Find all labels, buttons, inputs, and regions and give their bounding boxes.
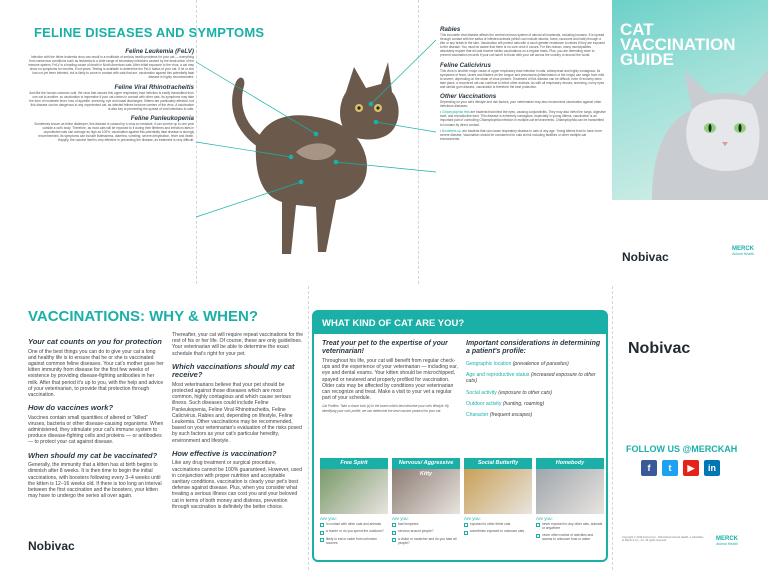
diseases-headline: FELINE DISEASES AND SYMPTOMS — [34, 25, 265, 40]
checkbox[interactable] — [536, 534, 540, 538]
cat-profile-heading: WHAT KIND OF CAT ARE YOU? — [314, 312, 606, 334]
disease-feline-calicivirus: Feline Calicivirus This virus is another major cause of upper respiratory tract infection in cats, widespread and highly contagious. Its symptoms of fever, ulcers and blisters on the tongue and pneumonia (inflammation of the lungs) can range from mild to severe, depending on the strain of virus present. Treatment of this disease can be difficult, even if recovery does take place, a recovered cat can continue to infect other animals. As with all respiratory viruses, sneezing, runny eyes and similar gum disease, vaccination is therefore the best protection. — [440, 61, 605, 89]
vet-expertise-section: Treat your pet to the expertise of your veterinarian! Throughout his life, your cat will benefit from regular check-ups and the experience of your veterinarian — including ear, eye and dental exams. Your kitten should be microchipped, spayed or neutered and properly profiled for vaccination. Older cats may be affected by conditions your veterinarian can recognize and treat. Make a visit to your vet a regular part of your schedule. Cat Profiles: Take a closer look (x) to the boxes which best describe your cat's lifestyle. By identifying your cat's profile, we can determine the best vaccine protocol for your cat. — [322, 340, 458, 413]
are-you-label: Are you: — [320, 516, 337, 521]
consideration-term: Geographic location — [466, 361, 512, 367]
checkbox[interactable] — [392, 531, 396, 535]
consideration-note: (exposure to other cats) — [498, 389, 553, 396]
facebook-icon[interactable]: f — [641, 460, 657, 476]
checkbox-label: bad tempered — [398, 522, 419, 526]
profile-checkbox-row[interactable] — [320, 523, 388, 527]
tile-name: Homebody — [536, 458, 604, 469]
cover-title: CAT VACCINATION GUIDE — [620, 20, 736, 69]
social-icons — [641, 460, 720, 476]
checkbox-label: a visitor or scratcher and do you hate all people? — [398, 536, 457, 545]
consideration-item — [466, 412, 604, 418]
checkbox[interactable] — [320, 538, 324, 542]
checkbox-label: sometimes exposed to unknown cats — [470, 529, 525, 534]
checkbox-label: exposed to other feline cats — [470, 522, 511, 526]
nobivac-logo: Nobivac — [622, 250, 669, 264]
cat-profile-tile — [464, 458, 532, 548]
fold-line — [612, 286, 613, 570]
tile-photo — [464, 469, 532, 514]
vaccinations-column-1: Your cat counts on you for protection One of the best things you can do to give your cat a long and healthy life is to ensure that he or she is vaccinated against common feline diseases. Your cat's mother gave her kitten immunity from disease for the first few weeks of existence by providing disease-fighting antibodies in her milk. After that period it's up to you, with the help and advice of your veterinarian, to provide that protection through vaccination. How do vaccines work? Vaccines contain small quantities of altered or "killed" viruses, bacteria or other disease-causing organisms. When administered, they stimulate your cat's immune system to produce disease-fighting cells and proteins — or antibodies — to protect your cat against disease. When should my cat be vaccinated? Generally, the immunity that a kitten has at birth begins to diminish after 8 weeks. It is then time to begin the initial vaccinations, with boosters following every 3–4 weeks until the kitten is 12–16 weeks old. If there is too long an interval between the first vaccination and the boosters, your kitten may have to undergo the series all over again. — [28, 337, 164, 500]
checkbox-label: never often routine of activities and access to unknown food or water — [542, 532, 594, 541]
diseases-right-column — [440, 22, 606, 141]
considerations-list — [466, 361, 604, 418]
checkbox[interactable] — [320, 531, 324, 535]
fold-line — [308, 286, 309, 570]
checkbox-label: nervous around people? — [398, 529, 434, 534]
kitten-photo — [196, 22, 436, 262]
cat-profile-tile — [320, 458, 388, 548]
consideration-note: (increased exposure to other cats) — [466, 372, 596, 385]
cat-profile-tile — [536, 458, 604, 548]
brochure-inside — [0, 286, 768, 570]
profile-checkbox-row[interactable] — [320, 538, 388, 546]
vaccinations-headline: VACCINATIONS: WHY & WHEN? — [28, 308, 258, 325]
checkbox-label: likely to eat or catch from unknown sources — [326, 536, 377, 545]
copyright-text: Copyright © 2019 Intervet Inc., d/b/a Merck Animal Health, a subsidiary of Merck & Co., Inc. All rights reserved. — [622, 536, 704, 543]
disease-feline-viral-rhinotracheitis: Feline Viral Rhinotracheitis Just like the human common cold, the virus that causes this upper respiratory tract infection is easily transmitted from one cat to another, so vaccination is imperative if your cat comes in contact with other cats. Its symptoms may take the form of moderate fever, loss of appetite, sneezing, eye and nasal discharges. Kittens are particularly affected, but this disease can be dangerous in any unprotected cat, as infected felines become carriers of the virus. A vaccination is also key to preventing the spread of viral infections to cats. — [28, 83, 194, 111]
tile-photo — [320, 469, 388, 514]
twitter-icon[interactable]: t — [662, 460, 678, 476]
checkbox-label: never exposed to any other cats, animals or anywhere — [542, 522, 603, 530]
consideration-item — [466, 361, 604, 367]
checkbox[interactable] — [320, 523, 324, 527]
tile-photo — [536, 469, 604, 514]
youtube-icon[interactable]: ▶ — [683, 460, 699, 476]
are-you-label: Are you: — [464, 516, 481, 521]
consideration-term: Outdoor activity — [466, 400, 502, 407]
checkbox-label: a hunter or do you spend the outdoors? — [326, 529, 384, 534]
consideration-note: (frequent escapes) — [489, 412, 533, 419]
consideration-item — [466, 401, 604, 407]
front-cover — [612, 0, 768, 284]
tile-name: Nervous/ Aggressive Kitty — [392, 458, 460, 469]
checkbox[interactable] — [464, 523, 468, 527]
profile-checkbox-row[interactable] — [536, 523, 604, 531]
are-you-label: Are you: — [536, 516, 553, 521]
profile-checkbox-row[interactable] — [464, 530, 532, 534]
consideration-term: Character — [466, 412, 489, 419]
are-you-label: Are you: — [392, 516, 409, 521]
consideration-note: (hunting, roaming) — [502, 400, 545, 407]
disease-rabies: Rabies This incurable viral disease affects the central nervous system of almost all mammals, including humans. It is spread through contact with the saliva of infected animals (which can include skunks, foxes, raccoons and bats) through a bite or any break in the skin. Vaccination will protect cats with a much greater resistance to rabies if they are exposed to the disease. You must be aware that there is no cure once it occurs. For this reason, many municipalities absolutely require that all cats receive rabies vaccinations on a regular basis. Plus, you are defending more to prevent vaccination records if your cat hasn't to those with your cat across the country or around the world. — [440, 26, 605, 58]
consideration-item — [466, 390, 604, 396]
considerations-section: Important considerations in determining a patient's profile: Geographic location (prevalence of parasites) Age and reproductive status (increased exposure to other cats) Social activity (exposure to other cats) Outdoor activity (hunting, roaming) Character (frequent escapes) — [466, 338, 604, 418]
other-item-bordetella: • Bordetella sp. are bacteria that can cause respiratory disease in cats of any age. Young kittens tend to have more severe disease. Vaccination should be considered for cats at risk including facilities or other multiple-cat environments. — [440, 128, 602, 141]
cat-profile-panel — [312, 310, 608, 562]
brochure-outside — [0, 0, 768, 284]
vaccinations-column-2: Thereafter, your cat will require repeat vaccinations for the rest of his or her life. Of course, these are only guidelines. Your veterinarian will be able to determine the exact schedule that's right for your pet. Which vaccinations should my cat receive? Most veterinarians believe that your pet should be protected against those diseases which are most common, highly contagious and which cause serious illness. Such diseases could include Feline Panleukopenia, Feline Viral Rhinotracheitis, Feline Calicivirus, Rabies and, depending on lifestyle, Feline Leukemia. Other vaccinations may be recommended, based on your veterinarian's evaluation of the risks posed by such factors as your cat's particular heredity, environment and lifestyle. How effective is vaccination? Like any drug treatment or surgical procedure, vaccinations cannot be 100% guaranteed. However, used in conjunction with proper nutrition and acceptable sanitary conditions, vaccination is clearly your pet's best defense against disease. Plus, when you consider what treating a serious illness can cost you and your beloved cat in terms of both money and distress, prevention through vaccination is definitely the better choice. — [172, 332, 304, 510]
nobivac-logo: Nobivac — [28, 539, 75, 553]
checkbox[interactable] — [392, 523, 396, 527]
profile-checkbox-row[interactable] — [392, 538, 460, 546]
tile-name: Free Spirit — [320, 458, 388, 469]
checkbox-label: in contact with other cats and animals — [326, 522, 381, 526]
checkbox[interactable] — [392, 538, 396, 542]
disease-feline-panleukopenia: Feline Panleukopenia Sometimes known as feline distemper, this disease is caused by a virus so resistant, it can survive up to one year outside a cat’s body. Therefore, as most cats will be exposed to it during their lifetimes and infection rates in unprotected cats can average as high as 100%, vaccination against this potentially fatal disease is strongly recommended. Its symptoms can include listlessness, diarrhea, vomiting, severe dehydration, fever and death. Happily, the vaccine itself is very effective in preventing the disease, as treatment is very difficult. — [34, 115, 194, 143]
cat-profile-tile — [392, 458, 460, 548]
profile-checkbox-row[interactable] — [320, 530, 388, 534]
checkbox[interactable] — [536, 523, 540, 527]
other-vaccinations: Other Vaccinations Depending on your cat's lifestyle and risk factors, your veterinarian may also recommend vaccination against other infectious diseases: • Chlamydophila felis are bacteria that infect the eyes, causing conjunctivitis. They may also infect the lungs, digestive tract, and reproductive tract. This disease is extremely contagious, especially in young kittens, vaccination is an important part of controlling Chlamydophila infection in multiple-cat environments. Chlamydophila can be transmitted to humans by direct contact. • Bordetella sp. are bacteria that can cause respiratory disease in cats of any age. Young kittens tend to have more severe disease. Vaccination should be considered for cats at risk including facilities or other multiple-cat environments. — [440, 93, 606, 141]
merck-logo: MERCK Animal Health — [732, 246, 754, 256]
profile-checkbox-row[interactable] — [464, 523, 532, 527]
tile-name: Social Butterfly — [464, 458, 532, 469]
profile-checkbox-row[interactable] — [392, 523, 460, 527]
cat-profile-tiles — [320, 458, 604, 548]
profile-checkbox-row[interactable] — [536, 534, 604, 542]
consideration-term: Social activity — [466, 389, 497, 396]
consideration-item — [466, 372, 604, 384]
follow-us-text: FOLLOW US @MERCKAH — [626, 444, 738, 454]
cover-cat-photo — [612, 0, 768, 200]
diseases-left-column — [28, 44, 194, 143]
disease-feline-leukemia: Feline Leukemia (FeLV) Infection with the feline leukemia virus can result in a multitude of serious health problems for your cat — everything from cancerous conditions such as leukemia to a wide range of secondary infections caused by the destruction of the immune system. FeLV is a leading cause of death in North American cats. After initial exposure to the virus, a cat may show no symptoms for months, if not years. Testing is available to determine the FeLV status of your cat. If he or she has not yet been infected, but is likely to come in contact with cats that are, vaccination against this potentially fatal disease is highly recommended. — [28, 48, 194, 80]
consideration-note: (prevalence of parasites) — [512, 361, 569, 367]
profile-checkbox-row[interactable] — [392, 530, 460, 534]
consideration-term: Age and reproductive status — [466, 372, 530, 379]
other-item-chlamydophila: • Chlamydophila felis are bacteria that infect the eyes, causing conjunctivitis. They may also infect the lungs, digestive tract, and reproductive tract. This disease is extremely contagious, especially in young kittens, vaccination is an important part of controlling Chlamydophila infection in multiple-cat environments. Chlamydophila can be transmitted to humans by direct contact. — [440, 110, 606, 127]
merck-logo: MERCK Animal Health — [716, 536, 738, 546]
checkbox[interactable] — [464, 531, 468, 535]
nobivac-logo: Nobivac — [628, 340, 691, 357]
linkedin-icon[interactable]: in — [704, 460, 720, 476]
